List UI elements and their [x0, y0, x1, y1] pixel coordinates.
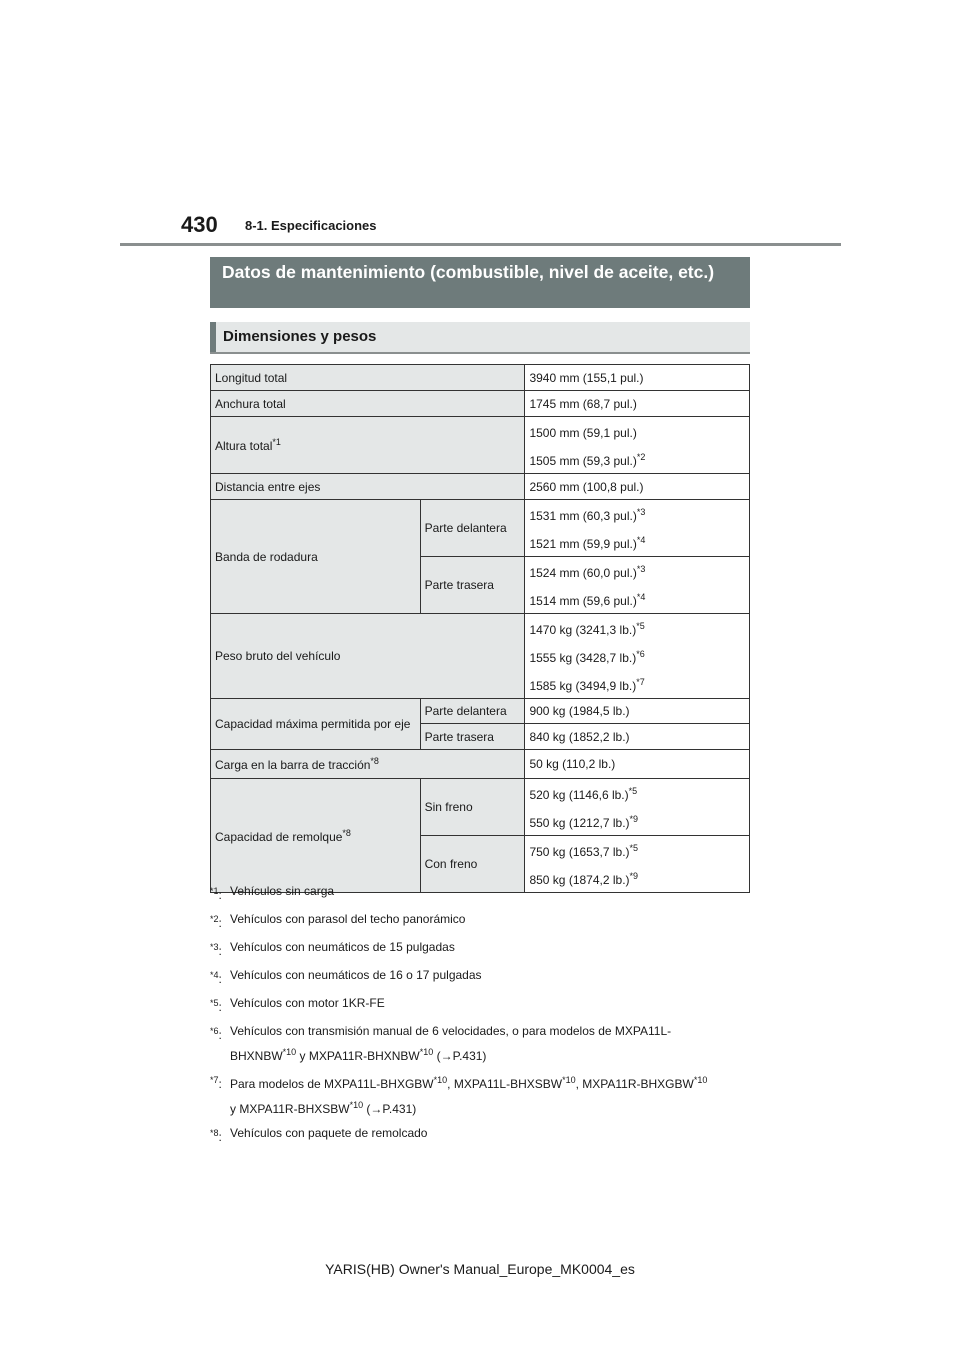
row-value: 1524 mm (60,0 pul.)$^{*3}$ 1514 mm (59,6 pul.)$^{*4}$ — [525, 557, 750, 614]
footnote: $^{*8}$: Vehículos con paquete de remolcado — [210, 1126, 428, 1144]
footnote: $^{*2}$: Vehículos con parasol del techo panorámico — [210, 912, 466, 930]
table-row — [211, 417, 750, 474]
row-label: Altura total$^{*1}$ — [211, 417, 525, 474]
table-row — [211, 365, 750, 391]
row-value: 1500 mm (59,1 pul.) 1505 mm (59,3 pul.)$^{*2}$ — [525, 417, 750, 474]
row-value: 3940 mm (155,1 pul.) — [525, 365, 750, 391]
table-row — [211, 500, 750, 557]
row-label: Distancia entre ejes — [211, 474, 525, 500]
row-value: 520 kg (1146,6 lb.)$^{*5}$ 550 kg (1212,7 lb.)$^{*9}$ — [525, 779, 750, 836]
row-value: 1531 mm (60,3 pul.)$^{*3}$ 1521 mm (59,9 pul.)$^{*4}$ — [525, 500, 750, 557]
section-banner: Datos de mantenimiento (combustible, nivel de aceite, etc.) — [210, 257, 750, 308]
table-row — [211, 699, 750, 724]
table-row — [211, 750, 750, 779]
footnote: $^{*3}$: Vehículos con neumáticos de 15 pulgadas — [210, 940, 455, 958]
table-row — [211, 391, 750, 417]
row-value: 1745 mm (68,7 pul.) — [525, 391, 750, 417]
row-label: Peso bruto del vehículo — [211, 614, 525, 699]
row-label: Banda de rodadura — [211, 500, 421, 614]
row-value: 900 kg (1984,5 lb.) — [525, 699, 750, 724]
row-label: Capacidad máxima permitida por eje — [211, 699, 421, 750]
subheading — [210, 322, 750, 354]
row-sublabel: Parte trasera — [420, 724, 525, 750]
row-sublabel: Parte delantera — [420, 500, 525, 557]
row-sublabel: Parte delantera — [420, 699, 525, 724]
row-value: 50 kg (110,2 lb.) — [525, 750, 750, 779]
section-label: 8-1. Especificaciones — [245, 218, 377, 233]
table-row — [211, 614, 750, 699]
footnotes — [210, 883, 770, 1153]
row-label: Capacidad de remolque$^{*8}$ — [211, 779, 421, 893]
row-value: 840 kg (1852,2 lb.) — [525, 724, 750, 750]
page-number: 430 — [181, 212, 218, 237]
footnote: $^{*7}$: Para modelos de MXPA11L-BHXGBW$^{*10}$, MXPA11L-BHXSBW$^{*10}$, MXPA11R-BHXGBW$^{*10}$ y MXPA11R-BHXSBW$^{*10}$ (→P.431) — [210, 1075, 708, 1116]
footnote: $^{*6}$: Vehículos con transmisión manual de 6 velocidades, o para modelos de MXPA11L- BHXNBW$^{*10}$ y MXPA11R-BHXNBW$^{*10}$ (→P.431) — [210, 1024, 672, 1063]
spec-table — [210, 364, 750, 893]
footnote: $^{*5}$: Vehículos con motor 1KR-FE — [210, 996, 385, 1014]
footnote: $^{*4}$: Vehículos con neumáticos de 16 o 17 pulgadas — [210, 968, 482, 986]
footnote: $^{*1}$: Vehículos sin carga — [210, 884, 335, 902]
row-sublabel: Con freno — [420, 836, 525, 893]
row-value: 750 kg (1653,7 lb.)$^{*5}$ 850 kg (1874,2 lb.)$^{*9}$ — [525, 836, 750, 893]
page-footer: YARIS(HB) Owner's Manual_Europe_MK0004_es — [325, 1261, 635, 1277]
header-rule — [120, 243, 841, 246]
subheading-accent-bar — [210, 322, 216, 352]
row-value: 1470 kg (3241,3 lb.)$^{*5}$ 1555 kg (3428,7 lb.)$^{*6}$ 1585 kg (3494,9 lb.)$^{*7}$ — [525, 614, 750, 699]
row-label: Carga en la barra de tracción$^{*8}$ — [211, 750, 525, 779]
subheading-text: Dimensiones y pesos — [223, 328, 377, 345]
table-row — [211, 474, 750, 500]
row-label: Anchura total — [211, 391, 525, 417]
row-sublabel: Parte trasera — [420, 557, 525, 614]
row-label: Longitud total — [211, 365, 525, 391]
row-sublabel: Sin freno — [420, 779, 525, 836]
row-value: 2560 mm (100,8 pul.) — [525, 474, 750, 500]
table-row — [211, 779, 750, 836]
